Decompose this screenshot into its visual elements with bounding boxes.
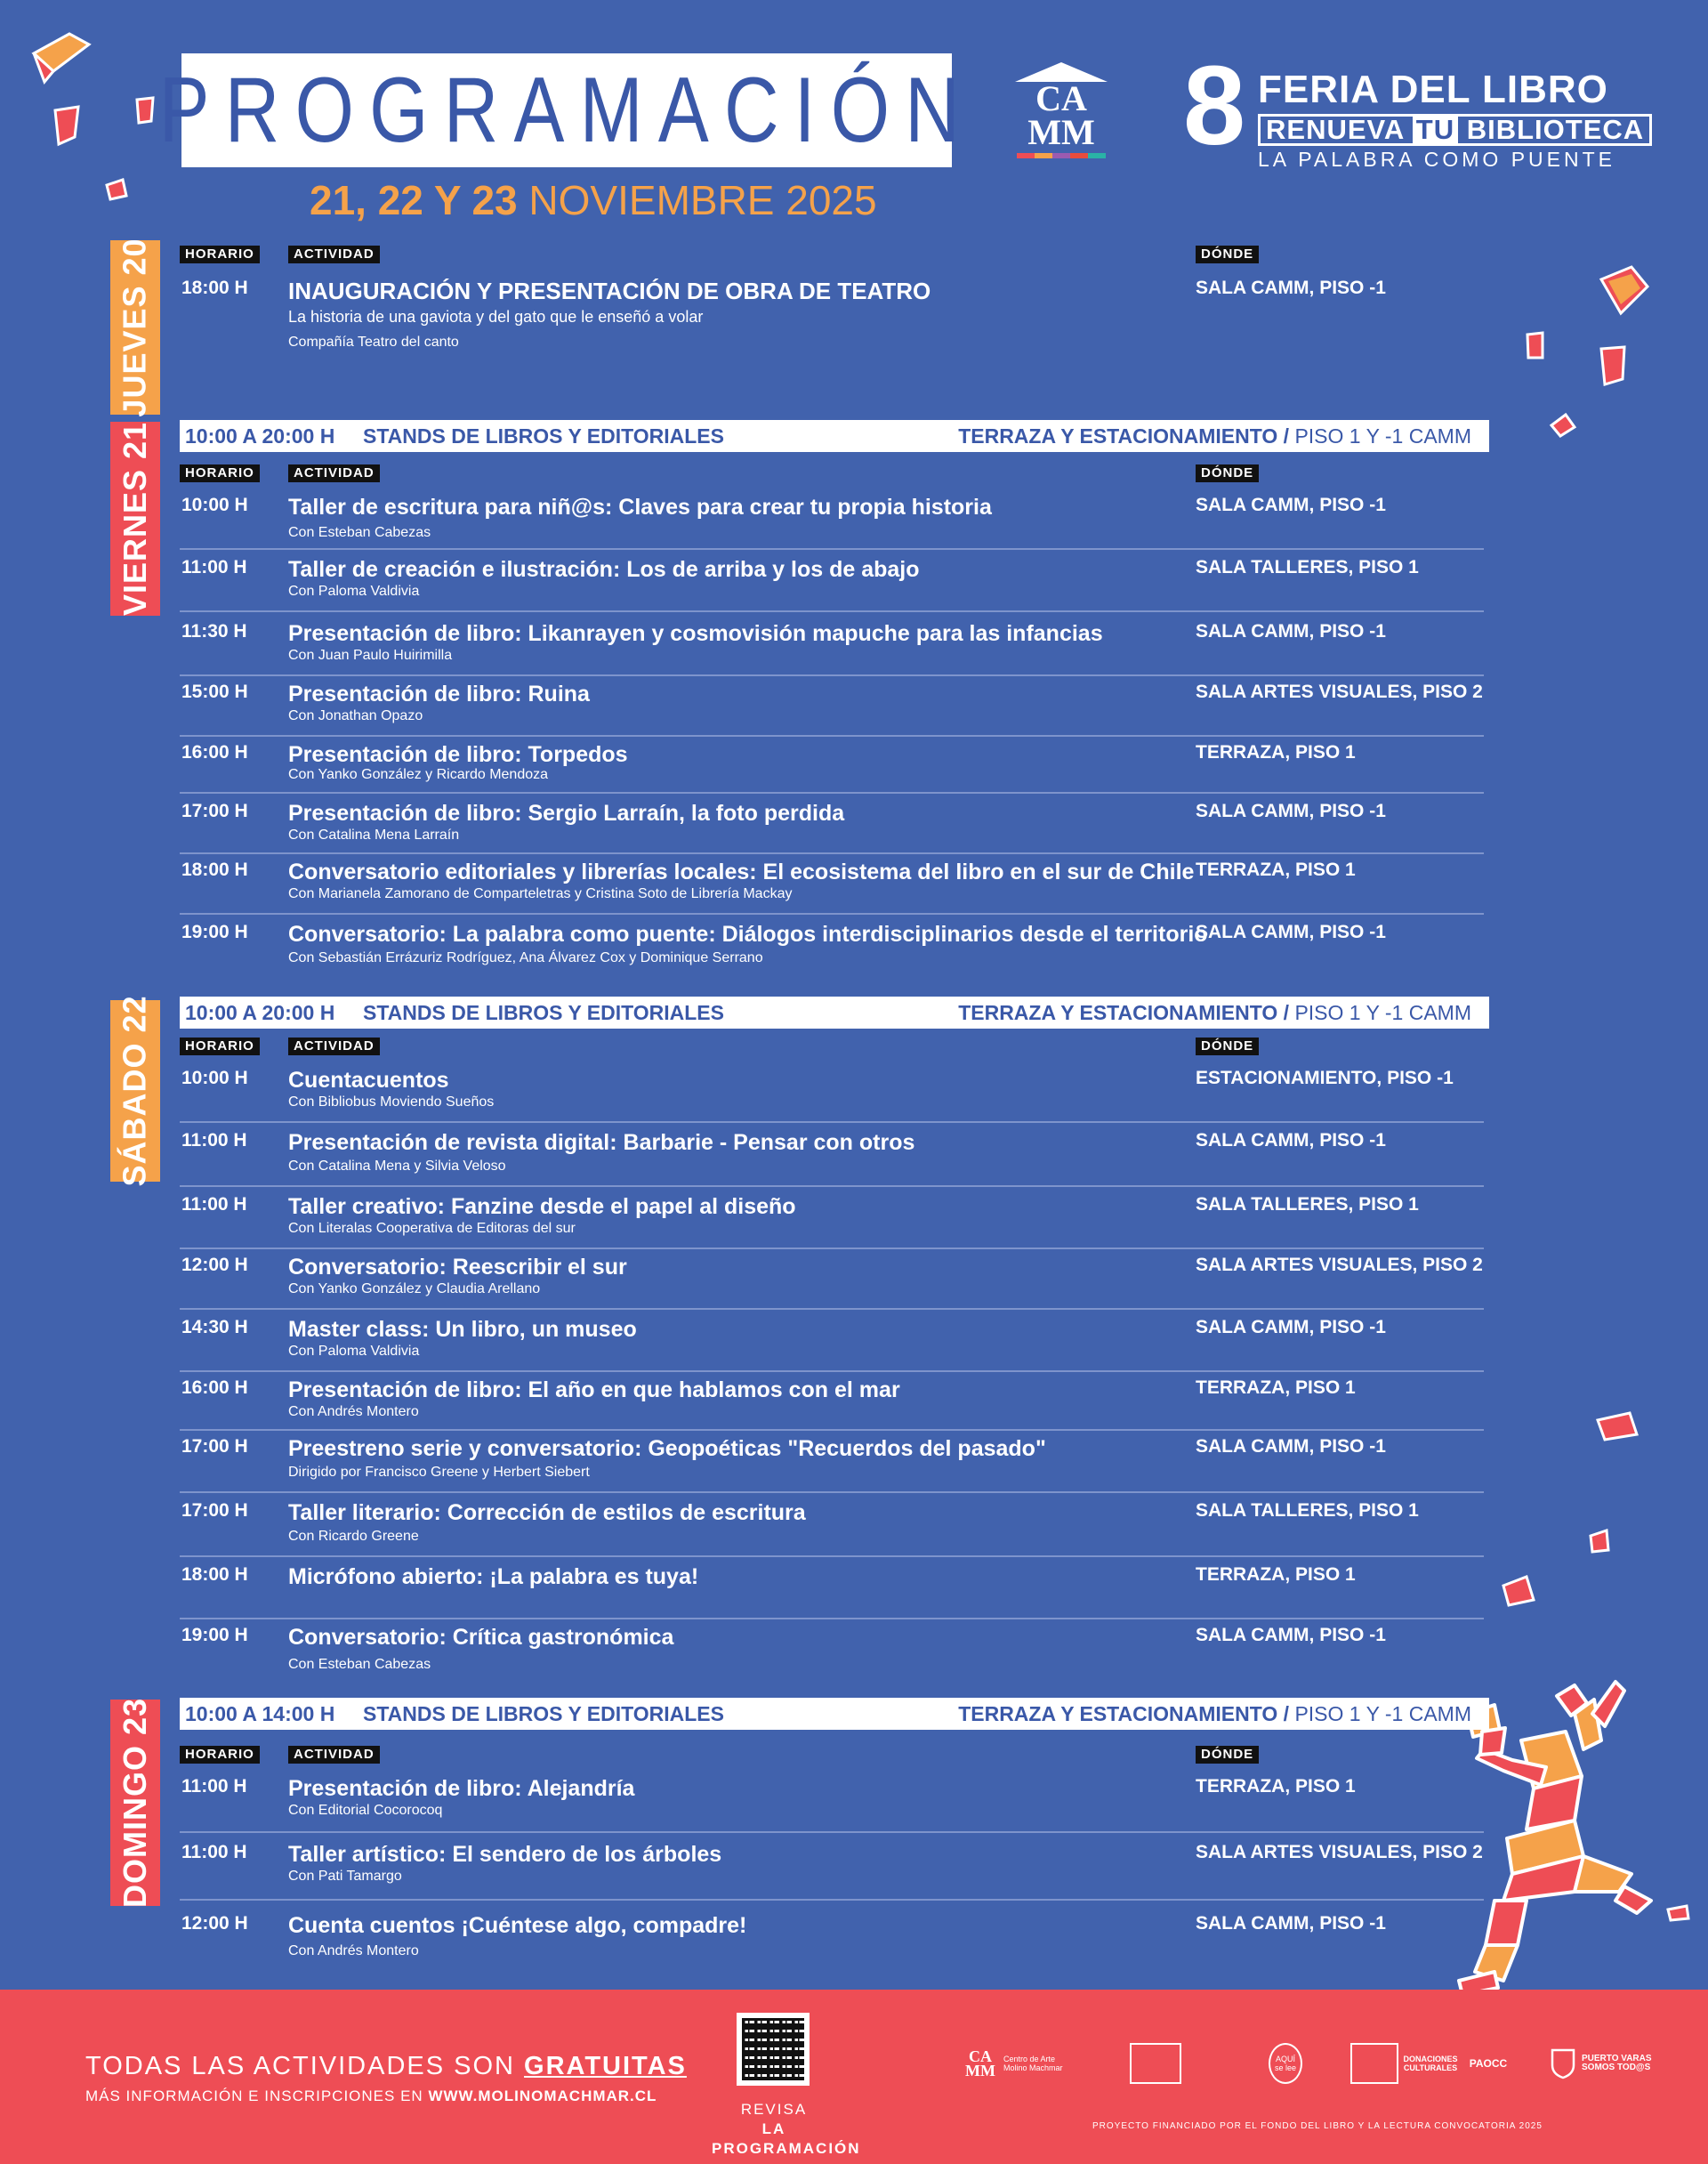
stands-location — [958, 1702, 1471, 1726]
row-divider — [180, 1831, 1484, 1833]
paocc-logo — [1464, 2043, 1512, 2084]
event-guests: Con Catalina Mena Larraín — [288, 828, 460, 843]
row-divider — [180, 735, 1484, 737]
event-guests: Con Pati Tamargo — [288, 1869, 402, 1884]
column-header-donde: DÓNDE — [1196, 246, 1259, 263]
event-time: 18:00 H — [181, 278, 248, 298]
event-time: 19:00 H — [181, 1625, 248, 1645]
event-guests: Con Jonathan Opazo — [288, 708, 423, 723]
event-company: Compañía Teatro del canto — [288, 335, 459, 350]
footer — [0, 1990, 1708, 2164]
paper-decoration-icon — [1548, 413, 1578, 440]
camm-color-strip — [1017, 153, 1106, 158]
revisa-bold-text: LA PROGRAMACIÓN — [712, 2120, 861, 2157]
paper-decoration-icon — [103, 178, 130, 203]
event-guests: Dirigido por Francisco Greene y Herbert Siebert — [288, 1465, 590, 1480]
paper-decoration-icon — [1500, 1575, 1537, 1611]
column-header-actividad: ACTIVIDAD — [288, 1038, 380, 1055]
schedule-row — [180, 1842, 1484, 1901]
stands-time: 10:00 A 14:00 H — [185, 1702, 335, 1725]
schedule-row — [180, 495, 1484, 550]
stands-location-main: TERRAZA Y ESTACIONAMIENTO / — [958, 1702, 1290, 1725]
aqui-se-lee-logo — [1269, 2043, 1302, 2084]
aqui-se-lee-text: AQUÍ se lee — [1274, 2055, 1297, 2072]
stands-location — [958, 1001, 1471, 1025]
event-guests: Con Yanko González y Ricardo Mendoza — [288, 767, 549, 782]
event-title: Presentación de revista digital: Barbarie - Pensar con otros — [288, 1130, 915, 1155]
row-divider — [180, 1429, 1484, 1431]
column-header-donde: DÓNDE — [1196, 1038, 1259, 1055]
paper-decoration-icon — [27, 27, 98, 89]
camm-footer-logo — [961, 2043, 1089, 2084]
paper-decoration-icon — [52, 105, 84, 149]
event-location: SALA CAMM, PISO -1 — [1196, 1130, 1386, 1151]
column-header-horario: HORARIO — [180, 1746, 260, 1764]
feria-number: 8 — [1183, 43, 1246, 168]
free-activities-text: TODAS LAS ACTIVIDADES SON — [85, 2052, 525, 2080]
schedule-row — [180, 1130, 1484, 1187]
feria-subtitle — [1258, 114, 1652, 146]
event-location: SALA TALLERES, PISO 1 — [1196, 1500, 1419, 1521]
event-title: Cuenta cuentos ¡Cuéntese algo, compadre! — [288, 1913, 747, 1938]
schedule-row — [180, 1776, 1484, 1833]
event-location: TERRAZA, PISO 1 — [1196, 860, 1356, 880]
event-guests: Con Esteban Cabezas — [288, 525, 431, 540]
event-location: SALA CAMM, PISO -1 — [1196, 1317, 1386, 1337]
schedule-row — [180, 1317, 1484, 1372]
row-divider — [180, 852, 1484, 854]
day-label-jueves: JUEVES 20 — [117, 238, 153, 417]
schedule-row — [180, 1068, 1484, 1123]
event-title: Presentación de libro: Alejandría — [288, 1776, 635, 1801]
schedule-row — [180, 278, 1484, 358]
website-link[interactable]: WWW.MOLINOMACHMAR.CL — [428, 2087, 657, 2104]
event-location: SALA CAMM, PISO -1 — [1196, 621, 1386, 642]
schedule-row — [180, 682, 1484, 737]
revisa-label — [712, 2100, 861, 2159]
puerto-varas-text: PUERTO VARAS SOMOS TOD@S — [1582, 2054, 1652, 2072]
event-time: 16:00 H — [181, 742, 248, 763]
column-header-donde: DÓNDE — [1196, 464, 1259, 482]
schedule-row — [180, 1194, 1484, 1249]
day-label-domingo: DOMINGO 23 — [117, 1697, 154, 1909]
event-location: SALA TALLERES, PISO 1 — [1196, 557, 1419, 577]
ministerio-2-logo-icon — [1350, 2043, 1398, 2084]
camm-logo-line2: MM — [1027, 112, 1095, 152]
event-title: Presentación de libro: Torpedos — [288, 742, 628, 767]
event-guests: Con Paloma Valdivia — [288, 1344, 420, 1359]
event-time: 19:00 H — [181, 922, 248, 942]
event-time: 10:00 H — [181, 1068, 248, 1088]
schedule-row — [180, 860, 1484, 915]
event-location: SALA ARTES VISUALES, PISO 2 — [1196, 1255, 1483, 1275]
event-time: 12:00 H — [181, 1913, 248, 1934]
paper-decoration-icon — [1598, 343, 1630, 388]
event-guests: Con Editorial Cocorocoq — [288, 1803, 443, 1818]
event-time: 12:00 H — [181, 1255, 248, 1275]
event-time: 11:00 H — [181, 1194, 247, 1215]
stands-title: STANDS DE LIBROS Y EDITORIALES — [363, 424, 724, 448]
event-title: Presentación de libro: Sergio Larraín, la foto perdida — [288, 801, 845, 826]
qr-code-icon[interactable] — [737, 2013, 810, 2086]
info-line — [85, 2087, 657, 2105]
event-time: 16:00 H — [181, 1377, 248, 1398]
event-title: Conversatorio: Reescribir el sur — [288, 1255, 627, 1280]
event-guests: Con Catalina Mena y Silvia Veloso — [288, 1159, 506, 1174]
event-title: Taller creativo: Fanzine desde el papel al diseño — [288, 1194, 796, 1219]
event-title: Presentación de libro: Likanrayen y cosmovisión mapuche para las infancias — [288, 621, 1103, 646]
day-label-viernes: VIERNES 21 — [117, 421, 153, 617]
event-location: SALA ARTES VISUALES, PISO 2 — [1196, 682, 1483, 702]
schedule-row — [180, 1377, 1484, 1431]
column-header-actividad: ACTIVIDAD — [288, 464, 380, 482]
schedule-row — [180, 1255, 1484, 1310]
row-divider — [180, 1248, 1484, 1249]
column-header-actividad: ACTIVIDAD — [288, 246, 380, 263]
event-location: SALA CAMM, PISO -1 — [1196, 278, 1386, 298]
row-divider — [180, 1185, 1484, 1187]
shield-icon — [1550, 2047, 1576, 2079]
event-location: TERRAZA, PISO 1 — [1196, 1377, 1356, 1398]
feria-subtitle-c: BIBLIOTECA — [1466, 114, 1645, 145]
event-time: 11:00 H — [181, 1130, 247, 1151]
paper-decoration-icon — [133, 96, 157, 126]
page-title: PROGRAMACIÓN — [158, 58, 975, 162]
qr-pattern — [742, 2018, 804, 2080]
event-time: 17:00 H — [181, 1436, 248, 1457]
column-header-horario: HORARIO — [180, 464, 260, 482]
paper-decoration-icon — [1596, 263, 1653, 319]
event-guests: Con Bibliobus Moviendo Sueños — [288, 1094, 495, 1110]
event-guests: Con Andrés Montero — [288, 1943, 419, 1958]
ministerio-logo-icon — [1130, 2043, 1181, 2084]
event-title: Presentación de libro: Ruina — [288, 682, 590, 707]
row-divider — [180, 1491, 1484, 1493]
stands-banner — [180, 997, 1489, 1029]
paper-decoration-icon — [1594, 1409, 1642, 1445]
event-time: 10:00 H — [181, 495, 248, 515]
event-title: Presentación de libro: El año en que hablamos con el mar — [288, 1377, 900, 1402]
stands-location-floor: PISO 1 Y -1 CAMM — [1289, 424, 1471, 448]
event-title: Master class: Un libro, un museo — [288, 1317, 637, 1342]
info-text: MÁS INFORMACIÓN E INSCRIPCIONES EN — [85, 2087, 429, 2104]
schedule-row — [180, 621, 1484, 676]
row-divider — [180, 1618, 1484, 1619]
event-location: SALA TALLERES, PISO 1 — [1196, 1194, 1419, 1215]
revisa-text: REVISA — [740, 2101, 808, 2118]
event-time: 11:00 H — [181, 557, 247, 577]
event-time: 11:00 H — [181, 1776, 247, 1797]
schedule-row — [180, 1436, 1484, 1493]
feria-subtitle-a: RENUEVA — [1266, 114, 1405, 145]
day-tab-sabado — [110, 995, 160, 1187]
event-time: 14:30 H — [181, 1317, 248, 1337]
day-tab-jueves — [110, 240, 160, 415]
stands-banner — [180, 1698, 1489, 1730]
programacion-title-box — [158, 53, 975, 167]
stands-location — [958, 424, 1471, 448]
event-title: Conversatorio editoriales y librerías locales: El ecosistema del libro en el sur de Chile — [288, 860, 1195, 884]
event-title: Taller literario: Corrección de estilos de escritura — [288, 1500, 806, 1525]
event-location: TERRAZA, PISO 1 — [1196, 1776, 1356, 1797]
event-guests: Con Ricardo Greene — [288, 1529, 419, 1544]
feria-subtitle-b: TU — [1413, 114, 1458, 145]
feria-title: FERIA DEL LIBRO — [1258, 68, 1608, 111]
event-dates — [310, 176, 877, 224]
event-location: SALA CAMM, PISO -1 — [1196, 1913, 1386, 1934]
event-location: SALA ARTES VISUALES, PISO 2 — [1196, 1842, 1483, 1862]
event-title: Cuentacuentos — [288, 1068, 449, 1093]
event-location: ESTACIONAMIENTO, PISO -1 — [1196, 1068, 1454, 1088]
event-time: 18:00 H — [181, 860, 248, 880]
camm-logo-line1: CA — [1035, 78, 1087, 118]
schedule-row — [180, 1564, 1484, 1619]
event-dates-month: NOVIEMBRE 2025 — [517, 177, 877, 223]
event-guests: Con Yanko González y Claudia Arellano — [288, 1281, 541, 1296]
event-description: La historia de una gaviota y del gato que le enseñó a volar — [288, 308, 704, 326]
day-tab-viernes — [110, 422, 160, 616]
schedule-row — [180, 1913, 1484, 1966]
event-location: SALA CAMM, PISO -1 — [1196, 922, 1386, 942]
row-divider — [180, 1370, 1484, 1372]
camm-logo — [1012, 62, 1110, 169]
paper-decoration-icon — [1525, 331, 1546, 361]
day-tab-domingo — [110, 1697, 160, 1909]
day-label-sabado: SÁBADO 22 — [117, 995, 153, 1187]
event-time: 17:00 H — [181, 801, 248, 821]
camm-footer-mark: CA MM — [965, 2047, 995, 2079]
stands-title: STANDS DE LIBROS Y EDITORIALES — [363, 1702, 724, 1725]
event-location: TERRAZA, PISO 1 — [1196, 742, 1356, 763]
paper-decoration-icon — [1587, 1529, 1612, 1555]
column-header-horario: HORARIO — [180, 246, 260, 263]
event-guests: Con Juan Paulo Huirimilla — [288, 648, 453, 663]
free-activities-bold: GRATUITAS — [524, 2052, 687, 2080]
event-location: SALA CAMM, PISO -1 — [1196, 1436, 1386, 1457]
schedule-row — [180, 742, 1484, 794]
schedule-row — [180, 801, 1484, 854]
stands-location-floor: PISO 1 Y -1 CAMM — [1289, 1702, 1471, 1725]
column-header-actividad: ACTIVIDAD — [288, 1746, 380, 1764]
event-time: 11:00 H — [181, 1842, 247, 1862]
stands-title: STANDS DE LIBROS Y EDITORIALES — [363, 1001, 724, 1024]
row-divider — [180, 1555, 1484, 1557]
donaciones-text: DONACIONES CULTURALES — [1403, 2055, 1458, 2072]
puerto-varas-logo — [1548, 2043, 1664, 2084]
stands-banner — [180, 420, 1489, 452]
free-activities-note — [85, 2052, 687, 2081]
row-divider — [180, 1308, 1484, 1310]
event-guests: Con Literalas Cooperativa de Editoras del sur — [288, 1221, 576, 1236]
row-divider — [180, 610, 1484, 612]
event-dates-days: 21, 22 Y 23 — [310, 177, 518, 223]
event-title: Conversatorio: Crítica gastronómica — [288, 1625, 674, 1650]
stands-time: 10:00 A 20:00 H — [185, 1001, 335, 1024]
row-divider — [180, 1121, 1484, 1123]
event-location: SALA CAMM, PISO -1 — [1196, 801, 1386, 821]
event-time: 18:00 H — [181, 1564, 248, 1585]
column-header-horario: HORARIO — [180, 1038, 260, 1055]
event-title: Preestreno serie y conversatorio: Geopoéticas "Recuerdos del pasado" — [288, 1436, 1046, 1461]
schedule-row — [180, 1625, 1484, 1678]
camm-footer-name: Centro de Arte Molino Machmar — [1003, 2055, 1063, 2072]
event-title: Micrófono abierto: ¡La palabra es tuya! — [288, 1564, 699, 1589]
event-title: Taller artístico: El sendero de los árboles — [288, 1842, 722, 1867]
row-divider — [180, 792, 1484, 794]
event-title: INAUGURACIÓN Y PRESENTACIÓN DE OBRA DE TEATRO — [288, 278, 931, 304]
event-time: 11:30 H — [181, 621, 247, 642]
stands-time: 10:00 A 20:00 H — [185, 424, 335, 448]
schedule-row — [180, 557, 1484, 612]
event-guests: Con Sebastián Errázuriz Rodríguez, Ana Álvarez Cox y Dominique Serrano — [288, 950, 763, 965]
stands-location-main: TERRAZA Y ESTACIONAMIENTO / — [958, 424, 1290, 448]
schedule-row — [180, 922, 1484, 972]
event-guests: Con Marianela Zamorano de Comparteletras y Cristina Soto de Librería Mackay — [288, 886, 793, 901]
event-location: SALA CAMM, PISO -1 — [1196, 495, 1386, 515]
row-divider — [180, 548, 1484, 550]
paocc-text: PAOCC — [1469, 2057, 1508, 2070]
event-guests: Con Andrés Montero — [288, 1404, 419, 1419]
event-title: Taller de creación e ilustración: Los de arriba y los de abajo — [288, 557, 920, 582]
column-header-donde: DÓNDE — [1196, 1746, 1259, 1764]
feria-tagline: LA PALABRA COMO PUENTE — [1258, 148, 1616, 171]
event-time: 15:00 H — [181, 682, 248, 702]
event-guests: Con Paloma Valdivia — [288, 584, 420, 599]
donaciones-logo — [1404, 2043, 1457, 2084]
event-title: Taller de escritura para niñ@s: Claves para crear tu propia historia — [288, 495, 992, 520]
row-divider — [180, 674, 1484, 676]
event-time: 17:00 H — [181, 1500, 248, 1521]
event-title: Conversatorio: La palabra como puente: Diálogos interdisciplinarios desde el territorio — [288, 922, 1208, 947]
event-location: TERRAZA, PISO 1 — [1196, 1564, 1356, 1585]
stands-location-floor: PISO 1 Y -1 CAMM — [1289, 1001, 1471, 1024]
project-note: PROYECTO FINANCIADO POR EL FONDO DEL LIBRO Y LA LECTURA CONVOCATORIA 2025 — [1092, 2121, 1543, 2131]
stands-location-main: TERRAZA Y ESTACIONAMIENTO / — [958, 1001, 1290, 1024]
event-location: SALA CAMM, PISO -1 — [1196, 1625, 1386, 1645]
row-divider — [180, 913, 1484, 915]
event-guests: Con Esteban Cabezas — [288, 1657, 431, 1672]
row-divider — [180, 1899, 1484, 1901]
feria-del-libro-logo — [1183, 43, 1645, 171]
schedule-row — [180, 1500, 1484, 1557]
